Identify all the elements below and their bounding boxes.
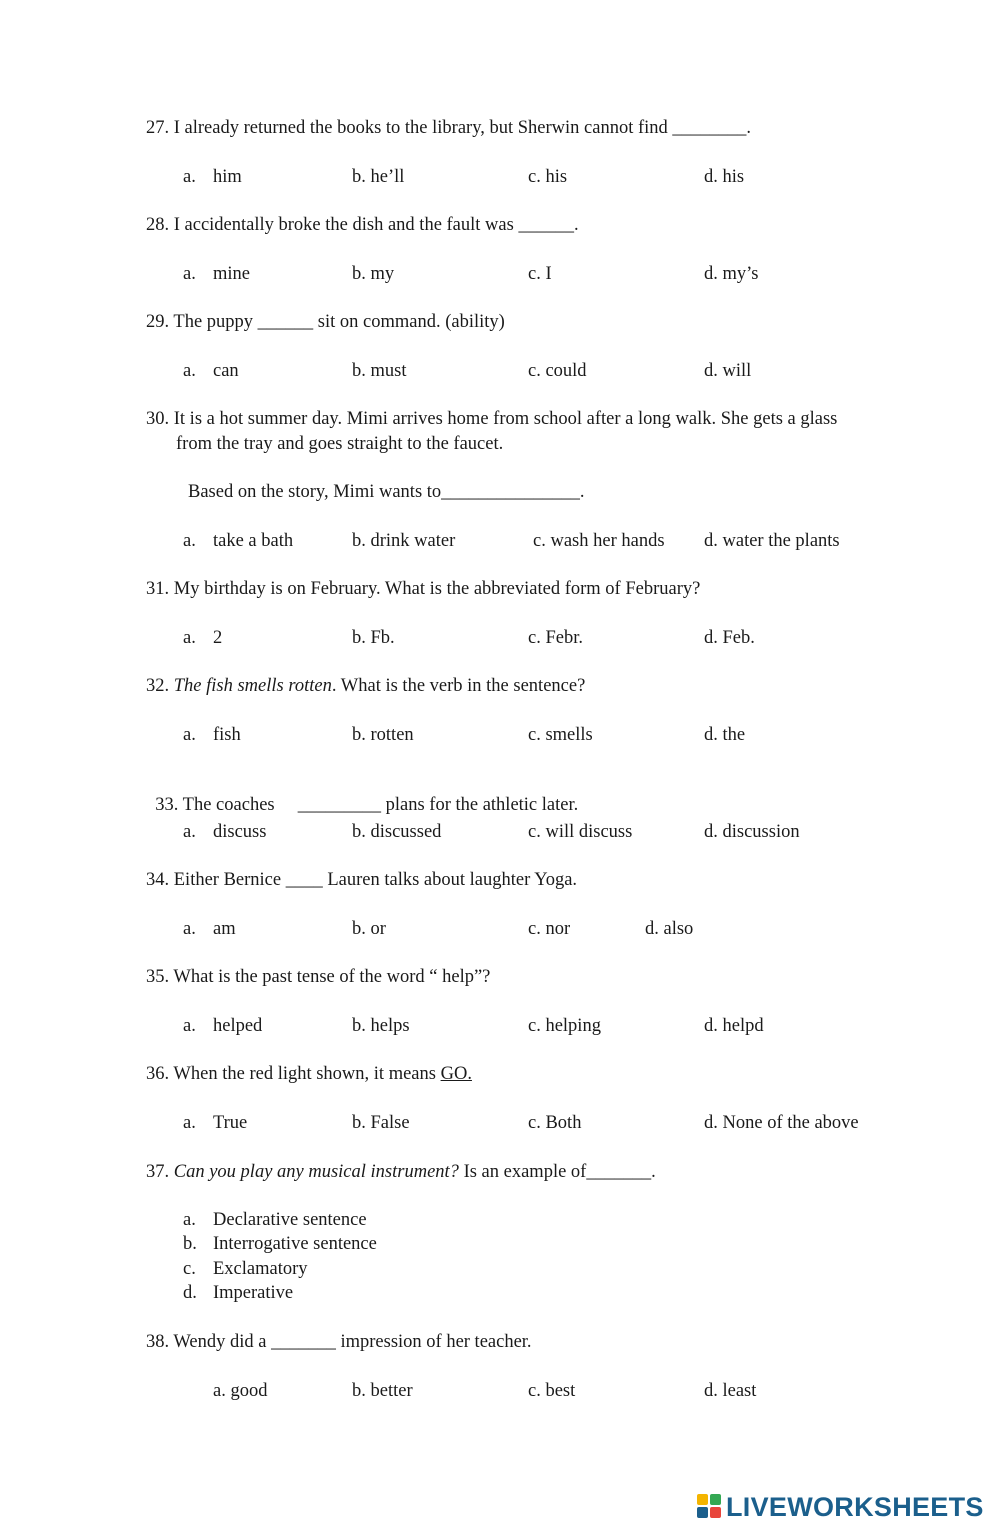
option-a[interactable]: a. mine — [183, 264, 250, 284]
option-b[interactable]: b. he’ll — [352, 167, 405, 187]
option-b[interactable]: b. False — [352, 1113, 410, 1133]
option-d[interactable]: d. Imperative — [183, 1283, 294, 1303]
option-c[interactable]: c. helping — [528, 1016, 601, 1036]
question-37: 37. Can you play any musical instrument? Is an example of_______. — [146, 1162, 656, 1182]
logo-text: LIVEWORKSHEETS — [726, 1491, 984, 1522]
option-d[interactable]: d. also — [645, 919, 694, 939]
question-28: 28. I accidentally broke the dish and the fault was ______. — [146, 215, 579, 235]
option-a[interactable]: a. discuss — [183, 822, 267, 842]
option-a[interactable]: a. helped — [183, 1016, 263, 1036]
option-d[interactable]: d. will — [704, 361, 752, 381]
liveworksheets-logo-icon — [697, 1494, 723, 1520]
option-b[interactable]: b. better — [352, 1381, 413, 1401]
option-a[interactable]: a. take a bath — [183, 531, 294, 551]
option-c[interactable]: c. I — [528, 264, 552, 284]
option-d[interactable]: d. my’s — [704, 264, 759, 284]
option-d[interactable]: d. Feb. — [704, 628, 755, 648]
option-c[interactable]: c. will discuss — [528, 822, 633, 842]
option-c[interactable]: c. could — [528, 361, 587, 381]
option-a[interactable]: a. fish — [183, 725, 241, 745]
question-30-continued: from the tray and goes straight to the faucet. — [176, 434, 504, 454]
question-29: 29. The puppy ______ sit on command. (ability) — [146, 312, 505, 332]
question-31: 31. My birthday is on February. What is the abbreviated form of February? — [146, 579, 701, 599]
option-c[interactable]: c. Exclamatory — [183, 1259, 308, 1279]
option-b[interactable]: b. rotten — [352, 725, 414, 745]
question-36: 36. When the red light shown, it means GO. — [146, 1064, 472, 1084]
option-c[interactable]: c. Febr. — [528, 628, 583, 648]
option-c[interactable]: c. nor — [528, 919, 571, 939]
option-b[interactable]: b. Fb. — [352, 628, 395, 648]
option-d[interactable]: d. None of the above — [704, 1113, 859, 1133]
option-c[interactable]: c. Both — [528, 1113, 582, 1133]
option-b[interactable]: b. or — [352, 919, 386, 939]
question-35: 35. What is the past tense of the word “ help”? — [146, 967, 491, 987]
option-b[interactable]: b. my — [352, 264, 395, 284]
option-b[interactable]: b. must — [352, 361, 407, 381]
option-b[interactable]: b. drink water — [352, 531, 456, 551]
option-c[interactable]: c. smells — [528, 725, 593, 745]
option-c[interactable]: c. his — [528, 167, 568, 187]
option-a[interactable]: a. him — [183, 167, 242, 187]
question-30: 30. It is a hot summer day. Mimi arrives home from school after a long walk. She gets a glass — [146, 409, 838, 429]
liveworksheets-logo[interactable] — [697, 1490, 984, 1524]
option-d[interactable]: d. least — [704, 1381, 757, 1401]
option-a[interactable]: a. Declarative sentence — [183, 1210, 367, 1230]
option-c[interactable]: c. best — [528, 1381, 576, 1401]
option-b[interactable]: b. discussed — [352, 822, 442, 842]
question-34: 34. Either Bernice ____ Lauren talks about laughter Yoga. — [146, 870, 578, 890]
question-27: 27. I already returned the books to the library, but Sherwin cannot find ________. — [146, 118, 752, 138]
option-a[interactable]: a. 2 — [183, 628, 223, 648]
option-b[interactable]: b. Interrogative sentence — [183, 1234, 377, 1254]
option-d[interactable]: d. his — [704, 167, 745, 187]
option-a[interactable]: a. am — [183, 919, 236, 939]
question-32: 32. The fish smells rotten. What is the verb in the sentence? — [146, 676, 586, 696]
option-c[interactable]: c. wash her hands — [533, 531, 665, 551]
option-a[interactable]: a. good — [213, 1381, 268, 1401]
option-d[interactable]: d. helpd — [704, 1016, 764, 1036]
question-30-prompt: Based on the story, Mimi wants to_______________. — [188, 482, 585, 502]
option-a[interactable]: a. True — [183, 1113, 248, 1133]
option-a[interactable]: a. can — [183, 361, 239, 381]
question-38: 38. Wendy did a _______ impression of her teacher. — [146, 1332, 532, 1352]
option-d[interactable]: d. the — [704, 725, 746, 745]
option-d[interactable]: d. water the plants — [704, 531, 840, 551]
option-b[interactable]: b. helps — [352, 1016, 410, 1036]
question-33: 33. The coaches _________ plans for the athletic later. — [155, 795, 579, 815]
option-d[interactable]: d. discussion — [704, 822, 800, 842]
